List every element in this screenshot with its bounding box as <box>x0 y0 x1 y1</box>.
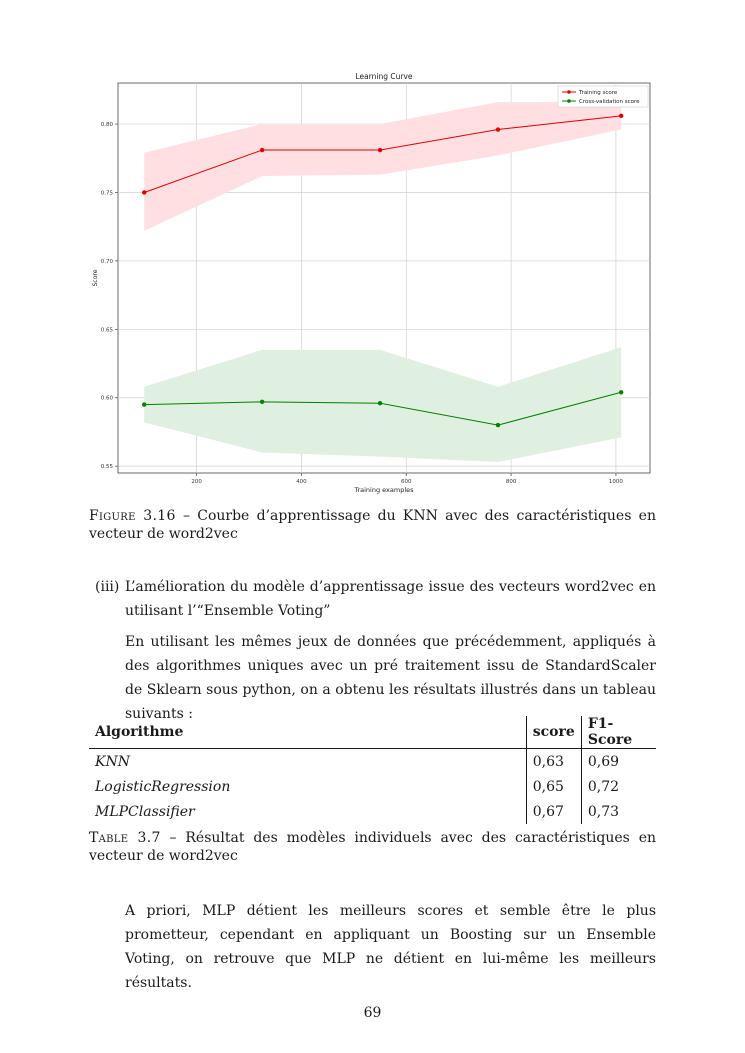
cell-algorithm: KNN <box>95 753 130 770</box>
figure-caption-label: Figure 3.16 <box>89 508 176 524</box>
results-table <box>89 716 656 824</box>
chart-title: Learning Curve <box>355 72 413 81</box>
y-axis-label: Score <box>92 269 99 287</box>
y-tick-label: 0.55 <box>100 464 113 471</box>
table-row <box>89 749 656 775</box>
figure-caption-text: – Courbe d’apprentissage du KNN avec des caractéristiques en vecteur de word2vec <box>89 508 656 542</box>
table-row <box>89 799 656 824</box>
x-axis-label: Training examples <box>354 486 414 494</box>
point-cv <box>142 402 146 406</box>
cell-score: 0,65 <box>526 774 581 799</box>
point-cv <box>619 390 623 394</box>
x-tick-label: 200 <box>191 479 202 485</box>
cell-score: 0,63 <box>526 749 581 775</box>
y-tick-label: 0.70 <box>100 258 113 265</box>
header-score: score <box>526 716 581 749</box>
x-tick-label: 1000 <box>608 479 623 485</box>
list-marker: (iii) <box>95 579 120 595</box>
x-tick-label: 600 <box>401 479 412 485</box>
cell-algorithm: LogisticRegression <box>95 778 231 795</box>
table-header-row <box>89 716 656 749</box>
point-cv <box>260 400 264 404</box>
legend-marker-cv <box>567 99 571 103</box>
legend-marker-training <box>567 90 571 94</box>
point-training <box>619 114 623 118</box>
x-tick-label: 400 <box>296 479 307 485</box>
point-training <box>260 148 264 152</box>
point-training <box>142 190 146 194</box>
table-caption-label: Table 3.7 <box>89 830 161 846</box>
cell-f1-score: 0,73 <box>581 799 656 824</box>
y-tick-label: 0.80 <box>100 122 113 129</box>
point-training <box>496 127 500 131</box>
table-caption <box>89 829 656 865</box>
page-number: 69 <box>363 1005 382 1021</box>
figure-caption <box>89 507 656 543</box>
y-tick-label: 0.75 <box>100 190 113 197</box>
point-cv <box>496 423 500 427</box>
paragraph-conclusion: A priori, MLP détient les meilleurs scores et semble être le plus prometteur, cependant en appliquant un Boosting sur un Ensemble Voting, on retrouve que MLP ne détient en lui-même les meilleurs résultats. <box>125 903 656 991</box>
cell-f1-score: 0,69 <box>581 749 656 775</box>
learning-curve-chart <box>86 66 661 502</box>
table-caption-text: – Résultat des modèles individuels avec des caractéristiques en vecteur de word2vec <box>89 830 657 864</box>
cell-score: 0,67 <box>526 799 581 824</box>
point-training <box>378 148 382 152</box>
list-item-iii <box>95 575 656 623</box>
y-tick-label: 0.65 <box>100 327 113 334</box>
table-row <box>89 774 656 799</box>
x-tick-label: 800 <box>505 479 517 485</box>
cell-algorithm: MLPClassifier <box>95 803 195 820</box>
legend-label-training: Training score <box>579 90 618 96</box>
legend <box>558 86 648 107</box>
legend-label-cv: Cross-validation score <box>579 99 640 105</box>
list-item-text: L’amélioration du modèle d’apprentissage issue des vecteurs word2vec en utilisant l’“Ensemble Voting” <box>125 579 656 619</box>
point-cv <box>378 401 382 405</box>
y-tick-label: 0.60 <box>100 395 113 402</box>
header-f1-score: F1-Score <box>581 716 656 749</box>
header-algorithme: Algorithme <box>89 716 526 749</box>
cell-f1-score: 0,72 <box>581 774 656 799</box>
paragraph-method: En utilisant les mêmes jeux de données que précédemment, appliqués à des algorithmes uniques avec un pré traitement issu de StandardScaler de Sklearn sous python, on a obtenu les résultats illustrés dans un tableau suivants : <box>125 634 656 722</box>
